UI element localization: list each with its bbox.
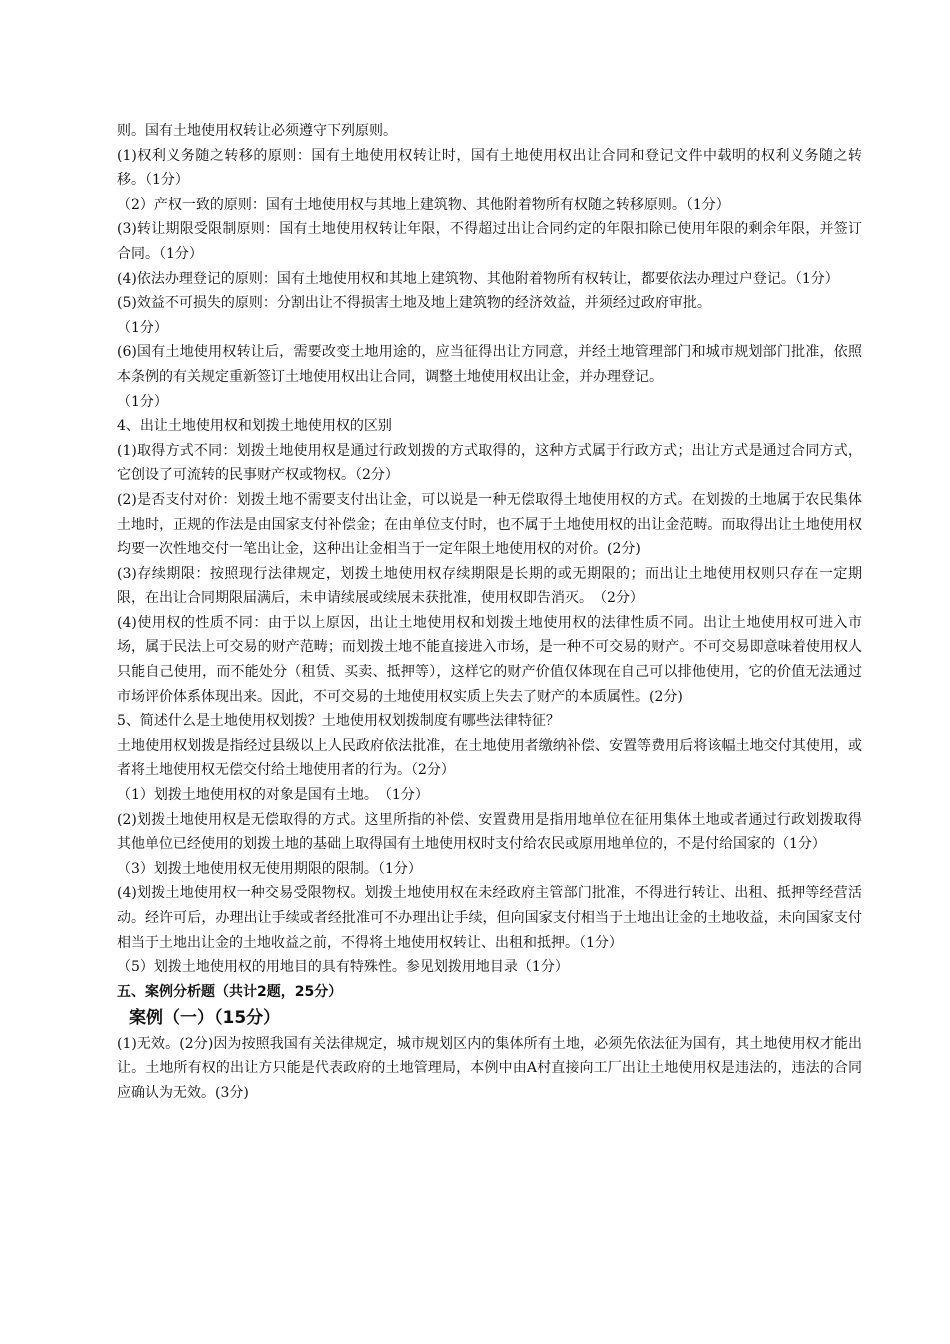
paragraph: (1)取得方式不同：划拨土地使用权是通过行政划拨的方式取得的，这种方式属于行政方式；出让方式是通过合同方式，它创设了可流转的民事财产权或物权。（2分）: [117, 442, 862, 484]
document-body: [117, 119, 862, 1106]
question-heading: 5、简述什么是土地使用权划拨？土地使用权划拨制度有哪些法律特征？: [117, 713, 560, 730]
paragraph: （1分）: [117, 393, 168, 410]
paragraph: (1)权利义务随之转移的原则：国有土地使用权转让时，国有土地使用权出让合同和登记文件中载明的权利义务随之转移。（1分）: [117, 147, 862, 189]
paragraph: （1分）: [117, 319, 168, 336]
paragraph: (4)依法办理登记的原则：国有土地使用权和其地上建筑物、其他附着物所有权转让，都要依法办理过户登记。（1分）: [117, 270, 839, 287]
paragraph: (2)是否支付对价：划拨土地不需要支付出让金，可以说是一种无偿取得土地使用权的方式。在划拨的土地属于农民集体土地时，正规的作法是由国家支付补偿金；在由单位支付时，也不属于土地使用权的出让金范畴。而取得出让土地使用权均要一次性地交付一笔出让金，这种出让金相当于一定年限土地使用权的对价。(2分): [117, 491, 862, 558]
section-heading: 五、案例分析题（共计2题，25分）: [117, 983, 343, 1000]
paragraph: (4)使用权的性质不同：由于以上原因，出让土地使用权和划拨土地使用权的法律性质不同。出让土地使用权可进入市场，属于民法上可交易的财产范畴；而划拨土地不能直接进入市场，是一种不可交易的财产。不可交易即意味着使用权人只能自己使用，而不能处分（租赁、买卖、抵押等），这样它的财产价值仅体现在自己可以排他使用，它的价值无法通过市场评价体系体现出来。因此，不可交易的土地使用权实质上失去了财产的本质属性。(2分): [117, 614, 862, 705]
question-heading: 4、出让土地使用权和划拨土地使用权的区别: [117, 418, 392, 435]
paragraph: （3）划拨土地使用权无使用期限的限制。（1分）: [117, 860, 422, 877]
paragraph: (6)国有土地使用权转让后，需要改变土地用途的，应当征得出让方同意，并经土地管理部门和城市规划部门批准，依照本条例的有关规定重新签订土地使用权出让合同，调整土地使用权出让金，并办理登记。: [117, 344, 862, 385]
paragraph: （1）划拨土地使用权的对象是国有土地。 （1分）: [117, 787, 429, 804]
paragraph: (2)划拨土地使用权是无偿取得的方式。这里所指的补偿、安置费用是指用地单位在征用集体土地或者通过行政划拨取得其他单位已经使用的划拨土地的基础上取得国有土地使用权时支付给农民或原用地单位的，不是付给国家的（1分）: [117, 811, 862, 853]
paragraph: (3)存续期限：按照现行法律规定，划拨土地使用权存续期限是长期的或无期限的；而出让土地使用权则只存在一定期限，在出让合同期限届满后，未申请续展或续展未获批准，使用权即告消灭。 （2分）: [117, 565, 862, 607]
paragraph: （5）划拨土地使用权的用地目的具有特殊性。参见划拨用地目录（1分）: [117, 959, 569, 976]
paragraph: (5)效益不可损失的原则：分割出让不得损害土地及地上建筑物的经济效益，并须经过政府审批。: [117, 295, 711, 312]
paragraph: 则。国有土地使用权转让必须遵守下列原则。: [117, 123, 397, 139]
paragraph: 土地使用权划拨是指经过县级以上人民政府依法批准，在土地使用者缴纳补偿、安置等费用后将该幅土地交付其使用，或者将土地使用权无偿交付给土地使用者的行为。（2分）: [117, 737, 862, 779]
case-heading: 案例（一）（15分）: [129, 1007, 281, 1028]
paragraph: （2）产权一致的原则：国有土地使用权与其地上建筑物、其他附着物所有权随之转移原则。（1分）: [117, 196, 730, 213]
paragraph: (4)划拨土地使用权一种交易受限物权。划拨土地使用权在未经政府主管部门批准，不得进行转让、出租、抵押等经营活动。经许可后，办理出让手续或者经批准可不办理出让手续，但向国家支付相当于土地出让金的土地收益，未向国家支付相当于土地出让金的土地收益之前，不得将土地使用权转让、出租和抵押。（1分）: [117, 885, 862, 951]
case-paragraph: (1)无效。(2分)因为按照我国有关法律规定，城市规划区内的集体所有土地，必须先依法征为国有，其土地使用权才能出让。土地所有权的出让方只能是代表政府的土地管理局，本例中由A村直接向工厂出让土地使用权是违法的，违法的合同应确认为无效。(3分): [117, 1035, 862, 1101]
paragraph: (3)转让期限受限制原则：国有土地使用权转让年限，不得超过出让合同约定的年限扣除已使用年限的剩余年限，并签订合同。（1分）: [117, 221, 862, 262]
